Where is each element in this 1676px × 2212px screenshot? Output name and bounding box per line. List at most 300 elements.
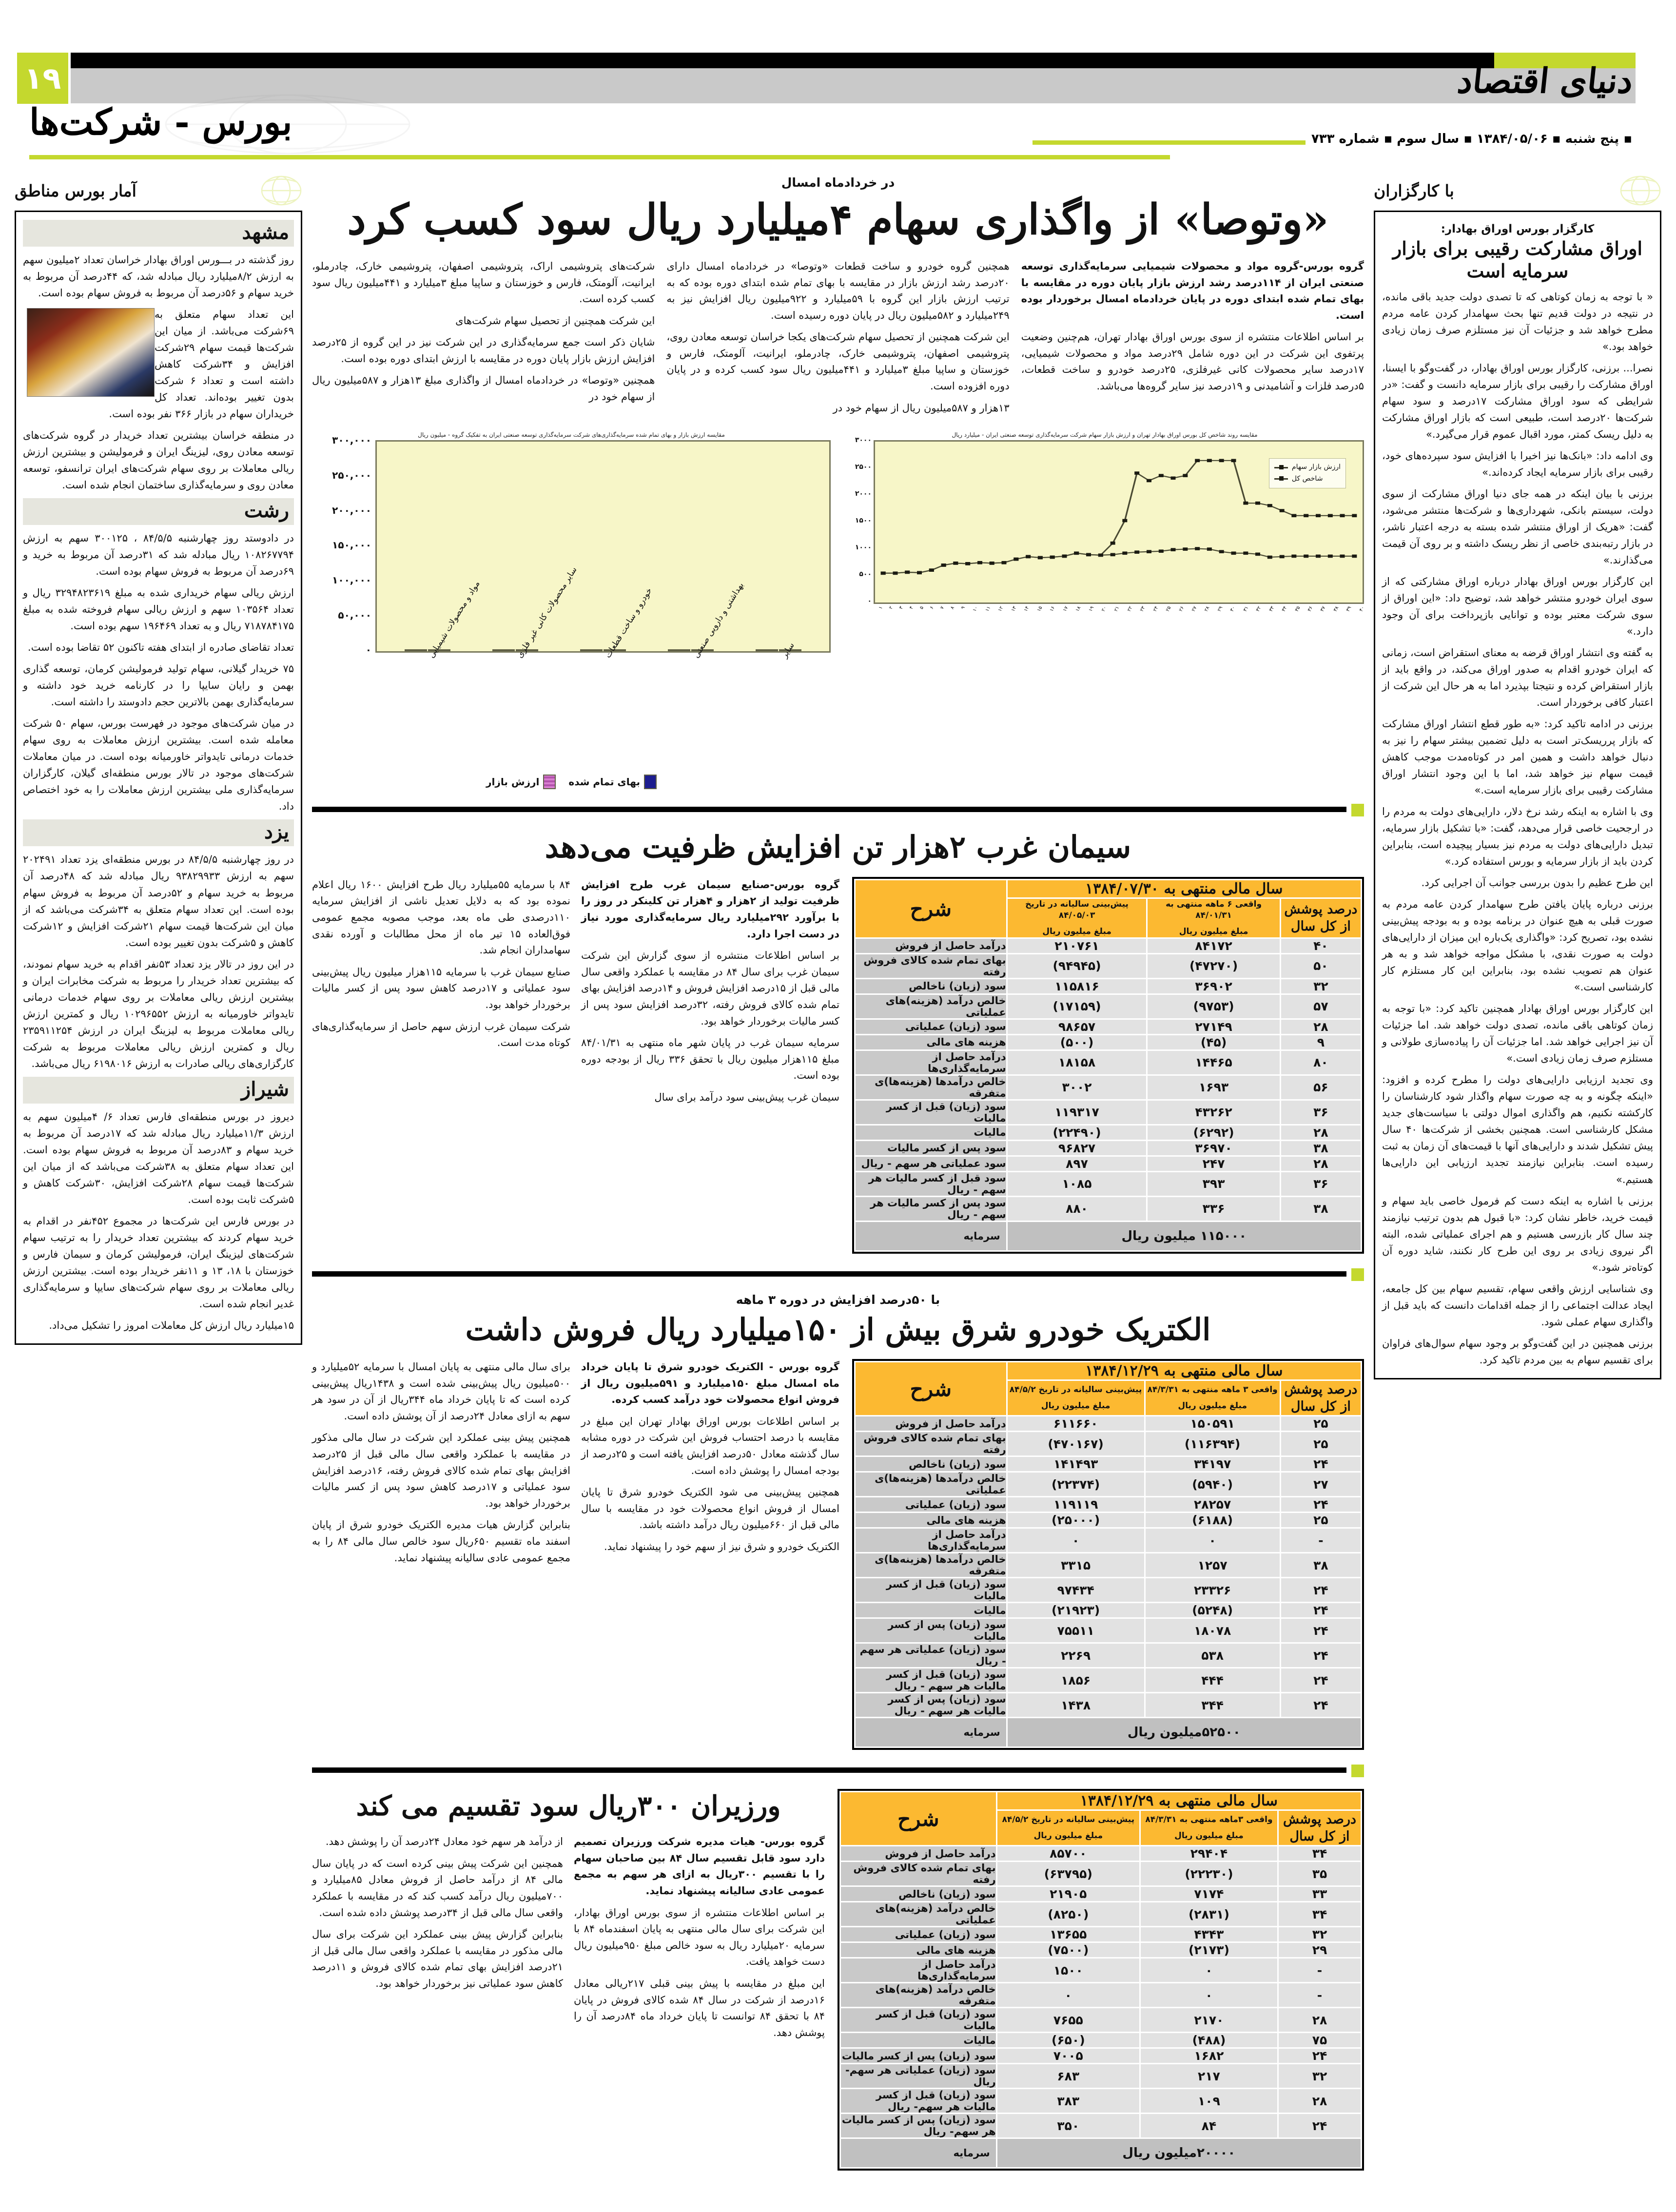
section-3-column-1: [574, 1834, 825, 2046]
x-axis-label: [427, 655, 526, 717]
table-forecast-header: پیش‌بینی سالیانه در تاریخ ۸۴/۵/۲ مبلغ میلیون ریال: [996, 1810, 1140, 1846]
table-coverage-header: درصد پوشش از کل سال: [1278, 1810, 1361, 1846]
x-axis-tick: ۱۶: [1049, 605, 1056, 613]
cell-coverage: ۳۸: [1280, 1140, 1361, 1156]
broker-paragraph: به گفته وی انتشار اوراق قرضه به معنای استقراض است، زمانی که ایران خودرو اقدام به صدور اوراق می‌کند، در واقع باید از بازار استقراض کرده و نتیجتا بپذیرد اما به هر حال این شرکت از اعتبار کافی برخوردار است.: [1382, 647, 1653, 709]
cell-coverage: ۴۰: [1280, 938, 1361, 953]
page-title: بورس - شرکت‌ها: [29, 101, 292, 143]
x-axis-tick: ۳۸: [1332, 605, 1340, 613]
x-axis-tick: ۲۷: [1190, 605, 1198, 613]
cell-coverage: ۳۲: [1280, 978, 1361, 994]
cell-forecast: (۴۷۰۱۶۷): [1007, 1432, 1145, 1456]
cell-actual: (۶۱۸۸): [1145, 1513, 1280, 1528]
bar-group: [580, 649, 626, 651]
city-heading: یزد: [23, 819, 294, 846]
bar-group: [756, 649, 801, 651]
cell-coverage: ۳۲: [1278, 1927, 1361, 1942]
cell-description: مالیات: [840, 2033, 997, 2048]
divider-square: [1351, 804, 1364, 816]
lead-column-1: [1021, 258, 1364, 422]
cell-description: درآمد حاصل از فروش: [855, 1416, 1007, 1432]
cell-description: سود (زیان) ناخالص: [855, 978, 1007, 994]
section-paragraph: الکتریک خودرو و شرق نیز از سهم خود را پیشنهاد نماید.: [604, 1541, 839, 1552]
cell-forecast: (۸۲۵۰): [996, 1902, 1140, 1927]
section-divider: [312, 804, 1364, 817]
lead-headline: «وتوصا» از واگذاری سهام ۴میلیارد ریال سود کسب کرد: [347, 195, 1329, 244]
city-paragraph: ۷۵ خریدار گیلانی، سهام تولید فرمولیشن کرمان، توسعه گذاری بهمن و رایان سایپا را در کارنامه خرید خود داشته و سرمایه‌گذاری بهمن بالاترین حجم دادوستد را داشته است.: [23, 663, 294, 708]
cell-forecast: ۹۶۸۲۷: [1007, 1140, 1147, 1156]
table-row: [855, 953, 1362, 978]
x-axis-tick: ۷: [939, 605, 946, 611]
lead-kicker: در خردادماه امسال: [781, 175, 895, 190]
section-paragraph: همچنین پیش بینی عملکرد این شرکت در سال مالی مذکور در مقایسه با عملکرد واقعی سال مالی قبل از ۲۵درصد افزایش بهای تمام شده کالای فروش رفته، ۱۶درصد افزایش سود عملیاتی و ۱۷درصد کاهش سود پس از کسر مالیات برخوردار خواهد بود.: [312, 1432, 571, 1509]
cell-coverage: ۲۴: [1280, 1618, 1361, 1643]
cell-forecast: (۲۲۳۷۴): [1007, 1472, 1145, 1497]
cell-coverage: ۲۸: [1280, 1019, 1361, 1034]
cell-coverage: ۳۵: [1278, 1862, 1361, 1886]
broker-paragraph: این طرح عظیم را بدون بررسی جوانب آن اجرایی کرد.: [1421, 877, 1653, 889]
cell-coverage: ۵۰: [1280, 953, 1361, 978]
broker-paragraph: وی شناسایی ارزش واقعی سهام، تقسیم سهام بین کل جامعه، ایجاد عدالت اجتماعی را از جمله اقدامات دانست که باید قبل از واگذاری سهام عملی شود.: [1382, 1282, 1653, 1328]
section-1-table-wrap: [852, 877, 1364, 1254]
main-content: [312, 175, 1364, 2193]
x-axis-tick: ۱۵: [1036, 605, 1044, 613]
cell-description: درآمد حاصل از فروش: [840, 1846, 997, 1862]
cell-description: سود عملیاتی هر سهم - ریال: [855, 1156, 1007, 1171]
cell-actual: (۴۸۸): [1140, 2033, 1278, 2048]
x-axis-tick: ۱۱: [984, 605, 992, 613]
bar-chart-y-axis: [312, 434, 375, 772]
cell-forecast: ۰: [996, 1983, 1140, 2008]
regional-stats-header: [15, 175, 302, 209]
cell-coverage: ۲۴: [1280, 1456, 1361, 1472]
table-row: [855, 1034, 1362, 1050]
cell-coverage: ۷۵: [1278, 2033, 1361, 2048]
table-forecast-header: پیش‌بینی سالیانه در تاریخ ۸۴/۵/۲ مبلغ میلیون ریال: [1007, 1380, 1145, 1416]
divider-line: [312, 1767, 1346, 1773]
table-row: [855, 1618, 1362, 1643]
cell-description: سود (زیان) قبل از کسر مالیات: [855, 1578, 1007, 1603]
cell-description: سود (زیان) پس از کسر مالیات هر سهم - ریال: [855, 1693, 1007, 1718]
section-1-headline: سیمان غرب ۲هزار تن افزایش ظرفیت می‌دهد: [545, 829, 1131, 865]
bar-market-value: [492, 649, 515, 651]
line-chart-y-axis: [845, 436, 874, 611]
legend-swatch-cost: [644, 775, 657, 789]
cell-actual: ۴۳۲۶۲: [1147, 1100, 1280, 1125]
table-row: [855, 1603, 1362, 1618]
table-row: [840, 2114, 1362, 2138]
x-axis-tick: ۱۲: [997, 605, 1005, 613]
cell-forecast: ۸۸۰: [1007, 1196, 1147, 1221]
city-paragraph: در بورس فارس این شرکت‌ها در مجموع ۴۵۲نفر در اقدام به خرید سهام کردند که بیشترین تعداد خریدار را به ترتیب سهام شرکت‌های لیزینگ ایران، فرمولیشن کرمان و سیمان فارس و خوزستان با ۱۸، ۱۳ و ۱۱نفر خریدار بوده است. بیشترین ارزش ریالی معاملات بر روی سهام شرکت‌های سایپا و سرمایه‌گذاری غدیر انجام شده است.: [23, 1215, 294, 1310]
legend-item-market: [486, 775, 556, 789]
table-row: [855, 1456, 1362, 1472]
cell-forecast: ۱۵۰۰: [996, 1958, 1140, 1983]
divider-square: [1351, 1268, 1364, 1281]
cell-actual: (۲۲۲۳۰): [1140, 1862, 1278, 1886]
table-year-header: سال مالی منتهی به ۱۳۸۴/۱۲/۲۹: [1007, 1362, 1361, 1380]
x-axis-tick: ۵: [919, 605, 925, 611]
cell-forecast: ۶۸۳: [996, 2064, 1140, 2089]
capital-value: ۱۱۵۰۰۰ میلیون ریال: [1007, 1221, 1361, 1251]
cell-coverage: -: [1278, 1983, 1361, 2008]
regional-stats-title: آمار بورس مناطق: [15, 181, 136, 200]
cell-coverage: ۲۷: [1280, 1472, 1361, 1497]
cell-description: سود (زیان) ناخالص: [840, 1886, 997, 1902]
y-axis-tick: ۳۰۰,۰۰۰: [332, 434, 371, 446]
x-axis-tick: ۱۴: [1023, 605, 1031, 613]
city-paragraph: در منطقه خراسان بیشترین تعداد خریدار در گروه شرکت‌های توسعه معادن روی، لیزینگ ایران و فرمولیشن و بیشترین ارزش ریالی معاملات بر روی سهام شرکت‌های ایران ترانسفو، توسعه معادن روی و سرمایه‌گذاری ساختمان انجام شده است.: [23, 429, 294, 491]
lead-paragraph: همچنین گروه خودرو و ساخت قطعات «وتوصا» در خردادماه امسال دارای ۲۰درصد رشد ارزش بازار در مقایسه با بهای تمام شده ابتدای دوره بوده که به ترتیب ارزش بازار این گروه با ۵۹میلیارد و ۹۲۲میلیون ریال افزایش نیز به ۲۴۹میلیارد و ۵۸۲میلیون ریال در پایان دوره رسیده است.: [666, 260, 1010, 321]
cell-actual: ۳۴۱۹۷: [1145, 1456, 1280, 1472]
broker-kicker: کارگزار بورس اوراق بهادار:: [1441, 223, 1595, 235]
cell-actual: ۱۵۰۵۹۱: [1145, 1416, 1280, 1432]
section-paragraph: از درآمد هر سهم خود معادل ۲۴درصد آن را پوشش دهد.: [325, 1836, 563, 1848]
broker-paragraph: این کارگزار بورس اوراق بهادار همچنین تاکید کرد: «با توجه به زمان کوتاهی باقی مانده، تصدی دولت خواهد شد. اما جزئیات آن نیز اجرایی خواهد شد. اما جزئیات آن را پیاده‌سازی طولانی و مستلزم صرف زمان زیادی است.»: [1382, 1003, 1653, 1065]
x-axis-tick: ۲۹: [1216, 605, 1224, 613]
legend-marker-index: [1274, 478, 1288, 480]
brokers-header: [1374, 175, 1661, 209]
cell-actual: ۵۳۸: [1145, 1643, 1280, 1668]
broker-paragraph: وی تجدید ارزیابی دارایی‌های دولت را مطرح کرده و افزود: «اینکه چگونه و به چه صورت سهام واگذار شود کارشناسان را کارکشته نکنیم، هم واگذاری اموال دولتی با سیاست‌های جدید مشکل کارشناسی است. همچنین بخشی از شرکت‌ها ۴۰ سال پیش تشکیل شدند و دارایی‌های آنها با قیمت‌های آن زمان به ثبت رسیده است. بنابراین نیازمند تجدید ارزیابی این دارایی‌ها هستیم.»: [1382, 1074, 1653, 1185]
x-axis-tick: ۲۴: [1152, 605, 1160, 613]
broker-paragraph: وی با اشاره به اینکه رشد نرخ دلار، دارایی‌های دولت به مردم را در ارجحیت خاصی قرار می‌دهد، گفت: «با تشکیل بازار سرمایه، تبدیل دارایی‌های دولت به مردم نیز بسیار پیچیده است، بنابراین کردن باید از بازار سرمایه و بورس استفاده کرد.»: [1382, 806, 1653, 868]
section-divider: [312, 1765, 1364, 1778]
table-row: [840, 1886, 1362, 1902]
cell-description: هزینه های مالی: [840, 1942, 997, 1958]
cell-coverage: ۲۵: [1280, 1513, 1361, 1528]
cell-actual: (۲۱۷۳): [1140, 1942, 1278, 1958]
section-paragraph: بر اساس اطلاعات منتشره از سوی گزارش این شرکت سیمان غرب برای سال ۸۴ در مقایسه با عملکرد واقعی سال مالی قبل از ۱۵درصد افزایش فروش و ۱۴درصد افزایش بهای تمام شده کالای فروش رفته، ۳۲درصد افزایش سود پس از کسر مالیات برخوردار خواهد بود.: [581, 950, 839, 1027]
brokers-title: با کارگزاران: [1374, 181, 1454, 200]
cell-coverage: ۲۴: [1280, 1603, 1361, 1618]
y-axis-tick: ۳۰۰۰: [855, 436, 872, 445]
cell-actual: ۸۴: [1140, 2114, 1278, 2138]
capital-label: سرمایه: [840, 2138, 997, 2168]
cell-actual: ۴۴۴: [1145, 1668, 1280, 1693]
cell-coverage: ۳۶: [1280, 1171, 1361, 1196]
cell-coverage: ۸۰: [1280, 1050, 1361, 1075]
table-actual-header: واقعی ۳ ماهه منتهی به ۸۴/۳/۳۱ مبلغ میلیون ریال: [1145, 1380, 1280, 1416]
section-3-column-2: [312, 1834, 563, 2046]
table-forecast-header: پیش‌بینی سالیانه در تاریخ ۸۴/۰۵/۰۳ مبلغ میلیون ریال: [1007, 898, 1147, 938]
lead-paragraph: شایان ذکر است جمع سرمایه‌گذاری در این شرکت نیز در این گروه از ۲۵درصد افزایش ارزش بازار پایان دوره در مقایسه با ارزش ابتدای دوره بوده است.: [312, 336, 655, 365]
cell-actual: ۷۱۷۴: [1140, 1886, 1278, 1902]
x-axis-tick: ۶: [929, 605, 935, 611]
capital-label: سرمایه: [855, 1221, 1007, 1251]
y-axis-tick: ۰: [365, 644, 371, 656]
bar-chart-x-labels: [375, 655, 831, 772]
x-axis-tick: ۲۰: [1100, 605, 1108, 613]
cell-forecast: ۱۱۹۳۱۷: [1007, 1100, 1147, 1125]
cell-description: درآمد حاصل از سرمایه‌گذاری‌ها: [855, 1050, 1007, 1075]
broker-paragraph: این کارگزار بورس اوراق بهادار درباره اوراق مشارکتی که از سوی ایران خودرو منتشر خواهد شد، توضیح داد: «این اوراق از سوی شرکت معتبر بوده و توانایی بازپرداخت برای آن وجود دارد.»: [1382, 575, 1653, 638]
table-row: [840, 1942, 1362, 1958]
table-row: [840, 2089, 1362, 2114]
city-paragraph: ارزش ریالی سهام خریداری شده به مبلغ ۳۲۹۴۸۲۳۶۱۹ ریال و تعداد ۱۰۳۵۶۴ سهم و ارزش ریالی سهام فروخته شده به مبلغ ۷۱۸۷۸۴۱۷۵ ریال و به تعداد ۱۹۶۴۶۹ سهم بوده است.: [23, 587, 294, 632]
cell-description: هزینه های مالی: [855, 1034, 1007, 1050]
regional-stats-rail: [15, 175, 302, 2193]
capital-value: ۵۲۵۰۰میلیون ریال: [1007, 1718, 1361, 1747]
cell-description: خالص درآمدها (هزینه‌ها)ی متفرقه: [855, 1075, 1007, 1100]
city-heading: مشهد: [23, 220, 294, 247]
x-axis-tick: ۱۹: [1088, 605, 1095, 613]
legend-label-market-value: ارزش بازار سهام: [1291, 463, 1341, 471]
bar-group: [668, 649, 714, 651]
cell-actual: ۲۱۷۰: [1140, 2008, 1278, 2033]
cell-forecast: ۳۳۱۵: [1007, 1553, 1145, 1578]
y-axis-tick: ۰: [867, 597, 872, 605]
cell-forecast: (۲۵۰۰۰): [1007, 1513, 1145, 1528]
masthead: [0, 0, 1676, 166]
brokers-box: [1374, 211, 1661, 1379]
table-row: [840, 1902, 1362, 1927]
section-paragraph: گروه بورس- هیات مدیره شرکت ورزیران تصمیم دارد سود قابل تقسیم سال ۸۴ بین صاحبان سهام را با تقسیم ۳۰۰ریال به ازای هر سهم به مجمع عمومی عادی سالیانه پیشنهاد نماید.: [574, 1836, 825, 1897]
cell-description: سود قبل از کسر مالیات هر سهم - ریال: [855, 1171, 1007, 1196]
table-row: [840, 1983, 1362, 2008]
bar-chart-card: [312, 431, 831, 789]
cell-coverage: ۲۵: [1280, 1416, 1361, 1432]
table-row: [855, 1140, 1362, 1156]
cell-coverage: ۳۶: [1280, 1100, 1361, 1125]
masthead-black-rule: [71, 53, 1494, 68]
city-paragraph: در میان شرکت‌های موجود در فهرست بورس، سهام ۵۰ شرکت معامله شده است. بیشترین ارزش معاملات به روی سهام خدمات درمانی تایدواتر خاورمیانه بوده است. در میان معاملات شرکت‌های موجود در تالار بورس منطقه‌ای گیلان، کارگزاران سرمایه‌گذاری ملی بیشترین ارزش معاملات را به خود اختصاص داد.: [23, 718, 294, 813]
cell-description: سود (زیان) پس از کسر مالیات: [840, 2048, 997, 2064]
cell-forecast: ۱۱۵۸۱۶: [1007, 978, 1147, 994]
cell-description: خالص درآمد (هزینه)های عملیاتی: [855, 994, 1007, 1019]
x-axis-tick: ۹: [960, 605, 966, 611]
bar-group: [405, 649, 450, 651]
cell-description: سود (زیان) قبل از کسر مالیات: [840, 2008, 997, 2033]
x-axis-label: [603, 655, 702, 717]
cell-actual: (۵۹۴۰): [1145, 1472, 1280, 1497]
table-row: [855, 1553, 1362, 1578]
cell-forecast: ۲۱۰۷۶۱: [1007, 938, 1147, 953]
x-axis-label: [691, 655, 791, 717]
table-row: [855, 1643, 1362, 1668]
cell-forecast: (۶۵۰): [996, 2033, 1140, 2048]
cell-forecast: ۱۴۳۸: [1007, 1693, 1145, 1718]
cell-actual: ۳۶۹۷۰: [1147, 1140, 1280, 1156]
cell-actual: (۱۱۶۳۹۴): [1145, 1432, 1280, 1456]
city-paragraph: در روز چهارشنبه ۸۴/۵/۵ در بورس منطقه‌ای یزد تعداد ۲۰۲۴۹۱ سهم به ارزش ۹۳۸۲۹۹۳۳ ریال مبادله شد که ۴۸درصد آن مربوط به خرید سهام و ۵۲درصد آن مربوط به فروش سهام بوده است. این تعداد سهام متعلق به ۳۴شرکت می‌باشد که از میان این شرکت‌ها قیمت سهام ۲۱شرکت افزایش و ۱۲شرکت کاهش و ۵شرکت بدون تغییر بوده است.: [23, 854, 294, 949]
x-axis-tick: ۳۱: [1242, 605, 1250, 613]
table-row: [855, 1578, 1362, 1603]
cell-forecast: ۷۵۵۱۱: [1007, 1618, 1145, 1643]
legend-label-market: ارزش بازار: [486, 776, 540, 788]
city-paragraph: تعداد تقاضای صادره از ابتدای هفته تاکنون ۵۲ تقاضا بوده است.: [27, 641, 294, 654]
cell-coverage: -: [1278, 1958, 1361, 1983]
y-axis-tick: ۵۰۰: [859, 570, 872, 579]
city-paragraph: در این روز در تالار یزد تعداد ۵۳نفر اقدام به خرید سهام نمودند، که بیشترین تعداد خریدار را مربوط به شرکت مخابرات ایران و بیشترین ارزش ریالی معاملات بر روی سهام خدمات درمانی تایدواتر خاورمیانه به ارزش ۱۰۲۹۶۵۵۲ ریال و کمترین ارزش ریالی معاملات مربوط به لیزینگ ایران در ارزش ۲۳۵۹۱۱۲۵۴ ریال و کمترین ارزش ریالی معاملات مربوط به شرکت کارگزاری‌های ریالی صادرات به ارزش ۶۱۹۸۰۱۶ ریال می‌باشد.: [23, 958, 294, 1069]
cell-coverage: ۲۴: [1278, 2114, 1361, 2138]
section-paragraph: همچنین این شرکت پیش بینی کرده است که در پایان سال مالی ۸۴ از درآمد حاصل از فروش معادل ۸۵میلیارد و ۷۰۰میلیون ریال درآمد کسب کند که در مقایسه با عملکرد واقعی سال مالی قبل از ۳۴درصد پوشش داده شده است.: [312, 1857, 563, 1919]
cell-coverage: ۲۸: [1280, 1156, 1361, 1171]
x-axis-tick: ۳۵: [1294, 605, 1301, 613]
table-row: [855, 1156, 1362, 1171]
lead-column-3: [312, 258, 655, 422]
table-capital-row: [840, 2138, 1362, 2168]
cell-actual: ۸۴۱۷۲: [1147, 938, 1280, 953]
legend-label-cost: بهای تمام شده: [568, 776, 640, 788]
x-axis-tick: ۴: [909, 605, 915, 611]
cell-coverage: ۵۶: [1280, 1075, 1361, 1100]
section-2-table-wrap: [852, 1359, 1364, 1750]
table-row: [855, 1693, 1362, 1718]
section-paragraph: همچنین پیش‌بینی می شود الکتریک خودرو شرق تا پایان امسال از فروش انواع محصولات خود در مقایسه با سال مالی قبل از ۶۶۰میلیون ریال درآمد داشته باشد.: [581, 1486, 839, 1531]
cell-forecast: ۲۲۶۹: [1007, 1643, 1145, 1668]
line-chart-title: مقایسه روند شاخص کل بورس اوراق بهادار تهران و ارزش بازار سهام شرکت سرمایه‌گذاری توسعه صنعتی ایران - میلیارد ریال: [952, 431, 1258, 439]
cell-forecast: ۰: [1007, 1528, 1145, 1553]
section-1-column-1: [581, 877, 839, 1111]
cell-forecast: ۱۴۱۴۹۳: [1007, 1456, 1145, 1472]
financial-table-3: [839, 1791, 1362, 2169]
line-chart-card: [845, 431, 1364, 789]
table-row: [855, 1100, 1362, 1125]
broker-paragraph: وی ادامه داد: «بانک‌ها نیز اخیرا با افزایش سود سپرده‌های خود، رقیبی برای بازار سرمایه ایجاد کرده‌اند.»: [1382, 449, 1653, 478]
lead-paragraph: شرکت‌های پتروشیمی اراک، پتروشیمی اصفهان، پتروشیمی خارک، چادرملو، ایرانیت، آلومتک، فارس و خوزستان و ساپیا مبلغ ۳میلیارد و ۴۴۱میلیون ریال سود کسب کرده است.: [312, 260, 655, 305]
cell-coverage: ۵۷: [1280, 994, 1361, 1019]
cell-actual: (۴۷۲۷۰): [1147, 953, 1280, 978]
newspaper-logo: دنیای اقتصاد: [1456, 60, 1636, 101]
cell-coverage: ۲۸: [1280, 1125, 1361, 1140]
table-row: [855, 1668, 1362, 1693]
cell-forecast: (۲۲۴۹۰): [1007, 1125, 1147, 1140]
cell-description: بهای تمام شده کالای فروش رفته: [855, 1432, 1007, 1456]
table-row: [855, 978, 1362, 994]
cell-coverage: ۲۴: [1280, 1643, 1361, 1668]
cell-forecast: (۶۳۷۹۵): [996, 1862, 1140, 1886]
cell-actual: (۹۷۵۳): [1147, 994, 1280, 1019]
cell-forecast: ۱۳۶۵۵: [996, 1927, 1140, 1942]
cell-coverage: ۲۴: [1280, 1693, 1361, 1718]
section-divider: [312, 1268, 1364, 1282]
cell-coverage: ۲۴: [1280, 1497, 1361, 1513]
x-axis-tick: ۱۷: [1062, 605, 1070, 613]
cell-forecast: ۱۸۱۵۸: [1007, 1050, 1147, 1075]
x-axis-tick: ۲۳: [1139, 605, 1147, 613]
table-row: [855, 1472, 1362, 1497]
page-number: ۱۹: [24, 60, 61, 96]
table-row: [840, 2048, 1362, 2064]
cell-description: سود (زیان) عملیاتی هر سهم- ریال: [840, 2064, 997, 2089]
cell-coverage: ۲۸: [1278, 2089, 1361, 2114]
cell-coverage: ۳۴: [1278, 1902, 1361, 1927]
cell-coverage: -: [1280, 1528, 1361, 1553]
x-axis-label: [515, 655, 614, 717]
cell-description: خالص درآمدها (هزینه‌ها)ی متفرقه: [855, 1553, 1007, 1578]
table-row: [855, 1019, 1362, 1034]
bar-chart-legend: [312, 775, 831, 789]
x-axis-tick: ۱۰: [972, 605, 979, 613]
table-row: [855, 1050, 1362, 1075]
section-paragraph: سرمایه سیمان غرب در پایان شهر ماه منتهی به ۸۴/۰۱/۳۱ مبلغ ۱۱۵هزار میلیون ریال با تحقق ۳۳۶ ریال از بودجه دوره بوده است.: [581, 1037, 839, 1082]
cell-description: مالیات: [855, 1603, 1007, 1618]
cell-description: خالص درآمدها (هزینه‌ها)ی عملیاتی: [855, 1472, 1007, 1497]
cell-description: سود (زیان) پس از کسر مالیات: [855, 1618, 1007, 1643]
cell-coverage: ۳۸: [1280, 1196, 1361, 1221]
x-axis-tick: ۲۲: [1126, 605, 1134, 613]
lead-paragraph: این شرکت همچنین از تحصیل سهام شرکت‌های یکجا خراسان توسعه معادن روی، پتروشیمی اصفهان، پتروشیمی خارک، چادرملو، ایرانیت، آلومتک، فارس و خوزستان و ساپیا مبلغ ۳میلیارد و ۴۴۱میلیون ریال سود کسب کرده و در پایان دوره افزوده است.: [666, 331, 1010, 392]
cell-actual: ۱۶۸۲: [1140, 2048, 1278, 2064]
capital-value: ۲۰۰۰۰میلیون ریال: [996, 2138, 1361, 2168]
title-green-rule: [29, 155, 1170, 159]
table-row: [840, 1862, 1362, 1886]
cell-description: درآمد حاصل از سرمایه‌گذاری‌ها: [840, 1958, 997, 1983]
cell-actual: ۱۴۴۶۵: [1147, 1050, 1280, 1075]
table-row: [855, 1432, 1362, 1456]
divider-line: [312, 1271, 1346, 1277]
bar-market-value: [756, 649, 778, 651]
x-axis-tick: ۲۶: [1178, 605, 1186, 613]
lead-paragraph: همچنین «وتوصا» در خردادماه امسال از واگذاری مبلغ ۱۳هزار و ۵۸۷میلیون ریال از سهام خود در: [312, 374, 655, 403]
page-number-badge: [17, 53, 68, 104]
cell-coverage: ۲۴: [1280, 1668, 1361, 1693]
legend-item-cost: [568, 775, 657, 789]
table-row: [840, 2033, 1362, 2048]
section-paragraph: گروه بورس-صنایع سیمان غرب طرح افزایش ظرفیت تولید از ۲هزار و ۴هزار تن کلینکر در روز را با برآورد ۲۹۲میلیارد ریال سرمایه‌گذاری مورد نیاز در دست اجرا دارد.: [581, 878, 840, 940]
section-2-kicker: با ۵۰درصد افزایش در دوره ۳ ماهه: [736, 1292, 940, 1307]
x-axis-tick: ۳۴: [1281, 605, 1288, 613]
legend-swatch-market: [543, 775, 556, 789]
issue-info: ▪ پنج شنبه ▪ ۱۳۸۴/۰۵/۰۶ ▪ سال سوم ▪ شماره ۷۳۳: [1311, 132, 1632, 146]
x-axis-tick: ۲۱: [1113, 605, 1121, 613]
cell-actual: ۲۱۷: [1140, 2064, 1278, 2089]
y-axis-tick: ۱۰۰,۰۰۰: [332, 574, 371, 586]
section-paragraph: بر اساس اطلاعات بورس اوراق بهادار تهران این مبلغ در مقایسه با درصد احتساب فروش این شرکت در دوره مشابه سال گذشته معادل ۵۰درصد افزایش یافته است و ۲۵درصد از بودجه امسال را پوشش داده است.: [581, 1415, 839, 1476]
cell-forecast: ۳۵۰: [996, 2114, 1140, 2138]
cell-actual: ۳۹۳: [1147, 1171, 1280, 1196]
cell-actual: (۲۸۳۱): [1140, 1902, 1278, 1927]
trading-floor-photo: [27, 308, 155, 397]
section-paragraph: سیمان غرب پیش‌بینی سود درآمد برای سال: [654, 1091, 839, 1103]
table-row: [855, 1497, 1362, 1513]
cell-actual: ۲۹۴۰۴: [1140, 1846, 1278, 1862]
cell-description: سود (زیان) قبل از کسر مالیات هر سهم- ریال: [840, 2089, 997, 2114]
cell-forecast: ۷۶۵۵: [996, 2008, 1140, 2033]
cell-description: سود (زیان) عملیاتی هر سهم - ریال: [855, 1643, 1007, 1668]
cell-forecast: ۹۷۴۳۴: [1007, 1578, 1145, 1603]
section-2-column-1: [581, 1359, 839, 1572]
x-axis-tick: ۳: [898, 605, 905, 611]
lead-paragraph: ۱۳هزار و ۵۸۷میلیون ریال از سهام خود در: [833, 402, 1010, 414]
table-row: [840, 2008, 1362, 2033]
cell-forecast: ۱۸۵۶: [1007, 1668, 1145, 1693]
section-paragraph: بنابراین گزارش هیات مدیره الکتریک خودرو شرق از پایان اسفند ماه تقسیم ۶۵۰ریال سود خالص سال مالی ۸۴ را به مجمع عمومی عادی سالیانه پیشنهاد نماید.: [312, 1519, 570, 1564]
broker-paragraph: نصرا... برزنی، کارگزار بورس اوراق بهادار، در گفت‌وگو با ایسنا، اوراق مشارکت را رقیبی برای بازار سرمایه دانست و گفت: «در شرایطی که سود اوراق مشارکت ۱۷درصد و سود سهام شرکت‌ها ۲۰درصد است، طبیعی است که بازار اوراق مشارکت به دلیل ریسک کمتر، مورد اقبال عموم قرار می‌گیرد.»: [1382, 362, 1653, 440]
cell-forecast: ۸۵۷۰۰: [996, 1846, 1140, 1862]
cell-actual: ۱۸۰۷۸: [1145, 1618, 1280, 1643]
section-paragraph: این مبلغ در مقایسه با پیش بینی قبلی ۲۱۷ریالی معادل ۱۶درصد از شرکت در سال ۸۴ شده کالای فروش در پایان ۸۴ با تحقق ۸۴ توانست تا پایان خرداد ماه ۸۴درصد آن را پوشش دهد.: [574, 1978, 825, 2038]
cell-description: سود (زیان) قبل از کسر مالیات: [855, 1100, 1007, 1125]
section-1-column-2: [312, 877, 570, 1111]
financial-table-1: [854, 879, 1362, 1252]
y-axis-tick: ۱۵۰۰: [855, 517, 872, 525]
cell-actual: ۳۳۶: [1147, 1196, 1280, 1221]
bar-market-value: [668, 649, 690, 651]
globe-icon: [1619, 175, 1661, 206]
cell-description: درآمد حاصل از سرمایه‌گذاری‌ها: [855, 1528, 1007, 1553]
city-paragraph: در دادوستد روز چهارشنبه ۸۴/۵/۵ ، ۳۰۰۱۲۵ سهم به ارزش ۱۰۸۲۶۷۷۹۴ ریال مبادله شد که ۳۱درصد آن مربوط به خرید و ۶۹درصد آن مربوط به فروش سهام بوده است.: [23, 532, 294, 578]
bar-chart-title: مقایسه ارزش بازار و بهای تمام شده سرمایه‌گذاری‌های شرکت سرمایه‌گذاری توسعه صنعتی ایران به تفکیک گروه - میلیون ریال: [418, 431, 725, 439]
section-paragraph: بنابراین گزارش پیش بینی عملکرد این شرکت برای سال مالی مذکور در مقایسه با عملکرد واقعی سال مالی قبل از ۲۱درصد افزایش بهای تمام شده کالای فروش و ۱۱درصد کاهش سود عملیاتی نیز برخوردار خواهد بود.: [312, 1928, 563, 1989]
cell-actual: ۰: [1145, 1528, 1280, 1553]
x-axis-tick: ۳۲: [1255, 605, 1263, 613]
cell-actual: ۰: [1140, 1983, 1278, 2008]
table-actual-header: واقعی ۶ ماهه منتهی به ۸۴/۰۱/۳۱ مبلغ میلیون ریال: [1147, 898, 1280, 938]
cell-description: هزینه های مالی: [855, 1513, 1007, 1528]
table-row: [855, 1528, 1362, 1553]
